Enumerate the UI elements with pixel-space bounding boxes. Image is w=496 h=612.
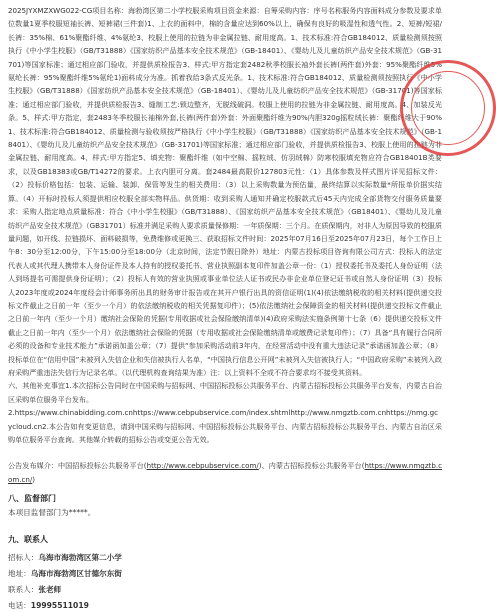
contact-address-value: 乌海市海勃湾区甘德尔东街 bbox=[30, 569, 122, 579]
announcement-middle: )、内蒙古招标投标公共服务平台( bbox=[258, 461, 365, 471]
document-body bbox=[8, 4, 442, 486]
contact-person-label: 联系人： bbox=[8, 585, 39, 595]
contact-tenderer bbox=[8, 551, 442, 564]
nmgztb-link[interactable]: https://www.nmgztb.com.cn/ bbox=[8, 461, 442, 484]
contact-phone-value: 19995511019 bbox=[30, 601, 89, 611]
announcement-media bbox=[8, 459, 442, 486]
contact-tenderer-value: 乌海市海勃湾区第二小学 bbox=[38, 553, 122, 563]
contact-address bbox=[8, 567, 442, 580]
announcement-suffix: ) bbox=[32, 474, 36, 484]
contact-phone bbox=[8, 599, 442, 612]
official-seal bbox=[400, 60, 496, 156]
cebpubservice-link[interactable]: http://www.cebpubservice.com/ bbox=[146, 461, 259, 471]
paragraph-supplementary: 六、其他补充事宜1.本次招标公告同时在中国采购与招标网、中国招标投标公共服务平台、内蒙古招标投标公共服务平台发布，内蒙古自治区采购单位服务平台发布。 bbox=[8, 381, 442, 404]
paragraph-urls: 2.https://www.chinabidding.com.cnhttps://www.cebpubservice.com/index.shtmlhttp://www.nmgztb.com.cnhttps://nmg.gcycloud.cn2.本公告如有变更信息，请到中国采购与招标网、中国招标投标公共服务平台、内蒙古招标投标公共服务平台、内蒙古自治区采购单位服务平台查询。其他媒介转载的招标公告或变更公告无效。 bbox=[8, 408, 442, 444]
contact-person-value: 张老师 bbox=[38, 585, 62, 595]
contact-phone-label: 电话： bbox=[8, 601, 31, 611]
paragraph-procurement-details: 2025JYXMZXWG022-CG项目名称：海勃湾区第二小学校服采购项目资金来源：自筹采购内容：序号名称服务内容面料成分参数及要求单位数量1夏季校服短袖长裤、短裤裙(三件套)1、上衣的面料中，棉的含量应达到60%以上，确保有良好的吸湿性和透气性。2、短裤/短裙/长裤：35%棉、61%聚酯纤维、4%氨纶3、校服上使用的拉链为非金属拉链、耐用度高。1、技术标准:符合GB184012、质量检测须按照执行《中小学生校服》（GB/T31888）《国家纺织产品基本安全技术规范》（GB-18401）、《婴幼儿及儿童纺织产品安全技术规范》（GB-31701)等国家标准；通过相应部门验收，并提供质检报告3、样式:甲方指定套2482秋季校服长袖外套长裤(两件套)外套：95%聚酯纤维5%氨纶长裤：95%聚酯纤维5%氨纶1)面料成分为准。抓着我给3条式反光条。1、技术标准:符合GB184012、质量检测须按照执行《中小学生校服》（GB/T31888）《国家纺织产品基本安全技术规范》（GB-18401）、《婴幼儿及儿童纺织产品安全技术规范》（GB-31701)等国家标准；通过相应部门验收，并提供质检报告3、缝制工艺:锁边整齐，无脱线破洞。校服上使用的拉链为非金属拉链、耐用度高。4、加装反光条。5、样式:甲方指定，套2483冬季校服长袖棉外套,长裤(两件套)外套：外面聚酯纤维为90%内胆320g摇粒绒长裤：聚酯纤维大于90%1、技术标准:符合GB184012、质量检测与验收须按严格执行《中小学生校服》（GB/T31888）《国家纺织产品基本安全技术规范》（GB-18401）、《婴幼儿及儿童纺织产品安全技术规范》（GB-31701)等国家标准；通过相应部门验收，并提供质检报告3、校服上使用的拉链为非金属拉链、耐用度高。4、样式:甲方指定5、填充物：聚酯纤维（如中空棉、摇粒绒、仿羽绒棉）防寒校服填充物应符合GB18401B类要求，以及GB18383或GB/T14272的要求。上衣内胆可分离。套2484最高限价127803元性：（1）具体参数及样式图片详见招标文件：（2）投标价格包括：包装、运输、装卸、保管等发生的相关费用：（3）以上采购数量为预估量，最终结算以实际数量*所报单价据实结算。（4）开标时投标人须提供相应校服全部实物样品。供货期：收到采购人通知并确定校服款式后45天内完成全部货物交付服务质量要求：采购人指定地点质量标准：符合《中小学生校服》（GB/T31888）、《国家纺织产品基本安全技术规范》（GB18401）、《婴幼儿及儿童纺织产品安全技术规范》（GB31701）标准并满足采购人要求质量保修期：一年质保期：三个月。在质保期内，对非人为原因导致的校服质量问题，如开线、拉链损坏、面料破损等，免费维修或更换三、获取招标文件时间：2025年07月16日至2025年07月23日，每个工作日上午8：30分至12:00分，下午15:00分至18:00分（北京时间，法定节假日除外）地址：内蒙古投标项目咨询有限公司方式：投标人的法定代表人或其代理人携带本人身份证件及本人持有的授权委托书、营业执照副本复印件加盖公章一份：（1）授权委托书及委托人身份证明（法人到场提名可需提供身份证明）；（2）投标人有效的营业执照或事业单位法人证书或民办非企业单位登记证书或自然人身份证明（3）投标人2023年度或2024年度经会计师事务所出具的财务审计报告或在其开户银行出具的资信证明(1)(4)依法缴纳税收的相关材料(提供递交投标文件截止之日前一年（至少一个月）的依法缴纳税收的相关凭据复印件）；(5)依法缴纳社会保障资金的相关材料(提供递交投标文件截止之日前一年内（至少一个月）缴纳社会保险的凭据(专用收据或社会保险缴纳清单)(4)政府采购法实施条例第十七条（6）提供递交投标文件截止之日前一年内（至少一个月）依法缴纳社会保险的凭据（专用收据或社会保险缴纳清单或缴费记录复印件）；（7）具备“具有履行合同所必须的设备和专业技术能力”承诺函加盖公章；（7）提供“参加采购活动前3年内，在经营活动中没有重大违法记录”承诺函加盖公章；（8）投标单位在“信用中国”未被列入失信企业和失信被执行人名单，“中国执行信息公开网”未被列入失信被执行人；“中国政府采购”未被列入政府采购严重违法失信行为记录名单。（以代理机构查询结果为准）注：以上资料不全或不符合要求均不接受其资料。 bbox=[8, 6, 442, 377]
section-contact-title: 九、联系人 bbox=[8, 535, 48, 545]
contact-list bbox=[8, 551, 442, 612]
contact-person bbox=[8, 583, 442, 596]
contact-tenderer-label: 招标人： bbox=[8, 553, 39, 563]
section-supervision-body: 本项目监督部门为*****。 bbox=[8, 508, 96, 518]
section-supervision-title: 八、监督部门 bbox=[8, 494, 56, 504]
contact-address-label: 地址： bbox=[8, 569, 31, 579]
announcement-prefix: 公告发布媒介：中国招标投标公共服务平台( bbox=[8, 461, 147, 471]
